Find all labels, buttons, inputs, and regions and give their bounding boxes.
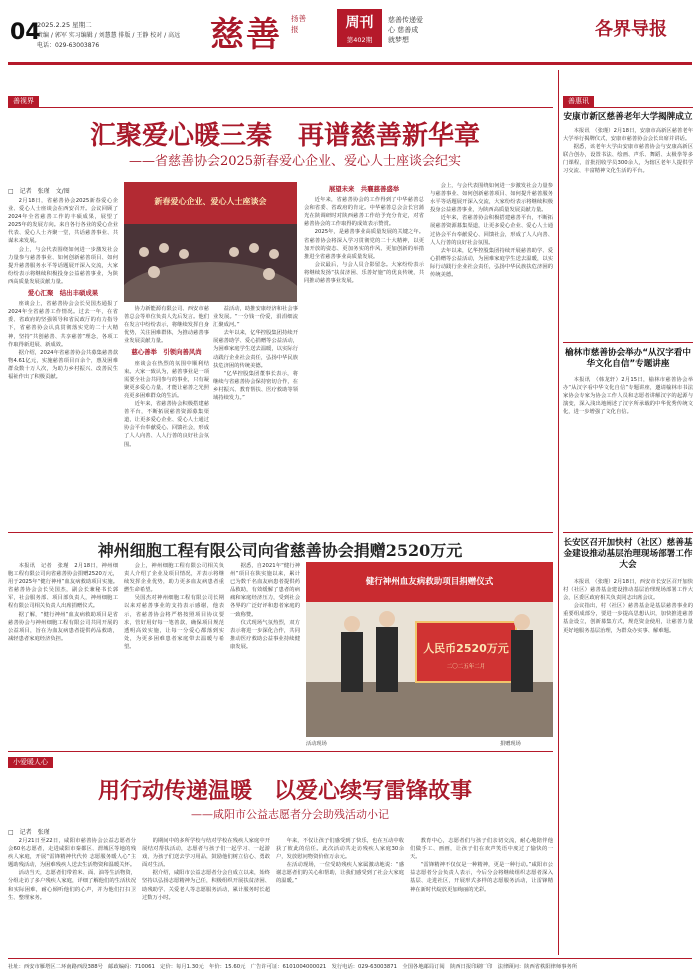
section-heading: 展望未来 共襄慈善盛举 (328, 185, 400, 193)
logo-subtitle: 扬善报 (291, 14, 306, 34)
paragraph: 会上，神州细胞工程有限公司相关负责人介绍了企业及项目情况，并表示将继续发挥企业优势，助力更多血友病患者重燃生命希望。 (124, 563, 224, 594)
paragraph: 2025年，是慈善事业高质量发展的关键之年。省慈善协会将深入学习贯彻党的二十大精神，以更加开放的姿态、更加务实的作风、更加创新的举措推进全省慈善事业高质量发展。 (304, 229, 424, 260)
donation-column-2 (124, 562, 224, 747)
issue-date: 2025.2.25 星期二 (37, 21, 92, 29)
divider (8, 751, 553, 752)
paragraph: 年来，不仅让孩子们感受到了快乐，也在互动中收获了彼此的信任。此次活动共走访残疾人家庭30余户，发放慰问物资价值万余元。 (276, 838, 404, 861)
lead-column-3 (213, 305, 298, 550)
bottom-column-2 (142, 837, 270, 955)
donation-column-3 (230, 562, 300, 747)
bottom-column-1 (8, 837, 136, 955)
top-rule (8, 62, 692, 65)
lead-column-4 (304, 182, 424, 512)
masthead (0, 0, 700, 62)
photo-caption: 活动现场 (306, 741, 327, 747)
paragraph: 2月18日，省慈善协会2025新春爱心企业、爱心人士座谈会在西安召开。会议回顾了2024年全省慈善工作的丰硕成果，展望了2025年的发展方向。来自各行各业的爱心企业代表、爱心人士齐聚一堂，共话慈善事业、共谋未来发展。 (8, 198, 118, 245)
newspaper-logo: 慈善 (210, 15, 282, 55)
paragraph: 仪式现场气氛热烈，双方表示将进一步深化合作，共同推动医疗救助公益事业持续健康发展。 (230, 619, 300, 650)
divider (563, 107, 693, 108)
section-tag-left: 善视界 (8, 96, 39, 107)
paragraph: 会上，与会代表围绕如何进一步激发社会力量参与慈善事业、如何创新慈善项目、如何提升慈善服务水平等话题展开深入交流，大家纷纷表示将继续积极投身公益慈善事业，为陕西高质量发展贡献力量。 (8, 246, 118, 285)
paragraph: 会议指出，村（社区）慈善基金是基层慈善事业的重要组成部分，要进一步提高思想认识，加快推进慈善基金设立，创新募集方式，规范资金使用，让慈善力量更好地服务基层治理，为群众办实事、解难题。 (563, 603, 693, 634)
paragraph: 在活动现场，一位受助残疾人家属激动地说：“感谢志愿者们的关心和帮助，让我们感受到了社会大家庭的温暖。” (276, 862, 404, 885)
donation-title: 神州细胞工程有限公司向省慈善协会捐赠2520万元 (97, 541, 463, 560)
weekly-label: 周刊 (345, 15, 374, 31)
slogan: 慈善传递爱心 慈善成就梦想 (388, 16, 423, 44)
lead-subtitle: ——省慈善协会2025新春爱心企业、爱心人士座谈会纪实 (128, 154, 462, 169)
divider (8, 107, 553, 108)
paragraph: 去年以来，亿华控股集团持续开展慈善助学、爱心捐赠等公益活动，为困难家庭学生送去温暖，以实际行动践行企业社会责任，弘扬中华民族扶危济困的传统美德。 (430, 247, 553, 279)
bottom-column-4 (410, 837, 553, 955)
section-tag-sidebar: 善惠讯 (563, 96, 594, 107)
donation-column-1 (8, 562, 118, 747)
paragraph: 据了解，“健行神州”血友病救助项目是省慈善协会与神州细胞工程有限公司共同开展的公益项目，旨在为血友病患者提供药品救助，减轻患者家庭经济负担。 (8, 611, 118, 642)
lead-photo (124, 182, 297, 302)
paragraph: 座谈会在热烈的氛围中顺利结束。大家一致认为，慈善事业是一项需要全社会共同参与的事业，只有凝聚更多爱心力量，才能让慈善之光照亮更多困难群众的生活。 (124, 360, 209, 399)
photo-banner: 健行神州血友病救助项目捐赠仪式 (365, 577, 494, 587)
paragraph: 去年以来，亿华控股集团持续开展慈善助学、爱心捐赠等公益活动，为困难家庭学生送去温暖，以实际行动践行企业社会责任，弘扬中华民族扶危济困的传统美德。 (213, 330, 298, 369)
paragraph: 的期间中的多所学校与结对学校在残疾人家庭中开展结对帮扶活动，志愿者与孩子们一起学习、一起游戏，为孩子们送去学习用品，鼓励他们树立信心、勇敢面对生活。 (142, 838, 270, 869)
paragraph: 2月21日至22日，咸阳市慈善协会公益志愿者分会60名志愿者，走进咸阳市秦都区、渭城区等地的残疾人家庭，开展“雷锋精神代代传 志愿服务暖人心”主题助残活动，为困难残疾人送去生活物资和温暖关怀。 (8, 838, 136, 869)
paragraph: 近年来，省慈善协会的工作得到了中华慈善总会和省委、省政府的肯定。中华慈善总会会长宫蒲光在陕调研时对陕西慈善工作给予充分肯定，对省慈善协会的工作取得的成效表示赞赏。 (304, 197, 424, 228)
paragraph: 吴国杰对神州细胞工程有限公司长期以来对慈善事业的支持表示感谢，他表示，省慈善协会将严格按照项目协议要求，管好用好每一笔善款，确保项目规范透明高效实施，让每一分爱心都落到实处，为更多困难患者家庭带去温暖与希望。 (124, 595, 224, 650)
divider (563, 532, 693, 533)
bottom-title: 用行动传递温暖 以爱心续写雷锋故事 (97, 778, 472, 804)
lead-title: 汇聚爱心暖三秦 再谱慈善新华章 (89, 121, 480, 151)
sidebar-article-2 (563, 376, 693, 526)
paragraph: 本报讯 （张瑾）2月18日，西安市长安区召开加快村（社区）慈善基金建设推动基层治理现场部署工作大会，区委区政府相关负责同志出席会议。 (563, 579, 693, 602)
paragraph: 益活动，助推安康经济和社会事业发展。“一分钱一份爱，涓涓细流汇聚成河。” (213, 306, 298, 329)
paragraph: 活动当天，志愿者们带着米、面、油等生活物资，分组走访了多户残疾人家庭，详细了解他们的生活状况和实际困难，耐心倾听他们的心声，并为他们打扫卫生、整理家务。 (8, 870, 136, 901)
photo-banner: 新春爱心企业、爱心人士座谈会 (154, 197, 267, 206)
lead-byline: □ 记者 张瑾 文/图 (8, 188, 70, 195)
section-logo: 各界导报 (595, 19, 667, 40)
bottom-subtitle: ——咸阳市公益志愿者分会助残活动小记 (191, 808, 389, 821)
paragraph: 据介绍，咸阳市公益志愿者分会自成立以来，始终坚持以弘扬志愿精神为己任，积极组织开展扶贫济困、助残助学、关爱老人等志愿服务活动，累计服务时长超过数万小时。 (142, 870, 270, 901)
paragraph: 会议最后，与会人员合影留念。大家纷纷表示将继续发扬“扶贫济困、乐善好施”的优良传统，共同推动慈善事业发展。 (304, 261, 424, 285)
bottom-byline: □ 记者 张瑾 (8, 829, 50, 836)
donation-photo (306, 562, 553, 737)
paragraph: 协力新能源有限公司、西安市慈善总会等单位负责人先后发言。他们在发言中纷纷表示，将继续发挥自身优势，关注困难群体，为推动慈善事业发展贡献力量。 (124, 306, 209, 345)
lead-column-5 (430, 182, 553, 512)
paragraph: 教育中心，志愿者们与孩子们亲切交流，耐心地陪伴他们做手工、画画，让孩子们在欢声笑语中度过了愉快的一天。 (410, 838, 553, 861)
paragraph: 近年来，省慈善协会积极搭建慈善平台，不断拓展慈善资源募集渠道，让更多爱心企业、爱心人士通过协会平台奉献爱心、回馈社会，形成了人人向善、人人行善的良好社会氛围。 (124, 401, 209, 448)
photo-caption: 捐赠现场 (500, 741, 521, 747)
footer: 社址：西安市雁塔区二环南路西段388号 邮政编码：710061 定价：每月1.30元 年价：15.60元 广告许可证：6101004000021 发行电话：029-63003871 全国各地邮局订阅 陕西日报印刷厂印 法律顾问：陕西省秩阳律师事务所 (8, 958, 692, 970)
editorial-phone: 电话：029-63003876 (37, 42, 100, 49)
issue-number: 第402期 (346, 36, 373, 44)
editors-line: 责编 / 郭军 实习编辑 / 刘慧慧 排版 / 王静 校对 / 高远 (37, 32, 181, 39)
sidebar-title-1: 安康市新区慈善老年大学揭牌成立 (563, 112, 693, 122)
divider (563, 342, 693, 343)
cheque-amount: 人民币2520万元 (423, 642, 509, 655)
paragraph: 近年来，省慈善协会积极搭建慈善平台，不断拓展慈善资源募集渠道，让更多爱心企业、爱心人士通过协会平台奉献爱心、回馈社会，形成了人人向善、人人行善的良好社会氛围。 (430, 215, 553, 246)
paragraph: 据介绍，2024年省慈善协会共募集慈善款物4.61亿元，实施慈善项目百余个，惠及困难群众数十万人次，为助力乡村振兴、改善民生福祉作出了积极贡献。 (8, 349, 118, 380)
sidebar-title-3: 长安区召开加快村（社区）慈善基金建设推动基层治理现场部署工作大会 (563, 538, 693, 570)
paragraph: “雷锋精神不仅仅是一种精神，更是一种行动。”咸阳市公益志愿者分会负责人表示，今后分会将继续组织志愿者深入基层、走进社区，开展形式多样的志愿服务活动，让雷锋精神在新时代绽放更加绚丽的光彩。 (410, 862, 553, 893)
cheque-date: 二〇二五年二月 (446, 664, 486, 670)
paragraph: 会上，与会代表围绕如何进一步激发社会力量参与慈善事业、如何创新慈善项目、如何提升慈善服务水平等话题展开深入交流，大家纷纷表示将继续积极投身公益慈善事业，为陕西高质量发展贡献力量。 (430, 183, 553, 214)
sidebar-divider (558, 70, 559, 955)
paragraph: 本报讯 （韩龙轩）2月15日，榆林市慈善协会举办“从汉字看中华文化自信”专题讲座，邀请榆林市书法家协会专家为协会工作人员和志愿者讲解汉字的起源与演变，深入浅出地阐述了汉字所承载的中华优秀传统文化，进一步增强了文化自信。 (563, 377, 693, 416)
weekly-badge (337, 9, 382, 47)
paragraph: 座谈会上，省慈善协会会长吴国杰通报了2024年全省慈善工作情况。过去一年，在省委、省政府的坚强领导和省民政厅的有力指导下，省慈善协会认真贯彻落实党的二十大精神，坚持“共创慈善、共享慈善”理念，各项工作取得新进展、新成效。 (8, 301, 118, 348)
bottom-column-3 (276, 837, 404, 955)
lead-column-1 (8, 197, 118, 507)
page-number: 04 (10, 20, 41, 45)
paragraph: 据悉，自2021年“健行神州”项目在陕实施以来，累计已为数千名血友病患者提供药品救助，有效缓解了患者的病痛和家庭经济压力，受到社会各界的广泛好评和患者家庭的一致称赞。 (230, 563, 300, 618)
section-tag-bottom: 小爱暖人心 (8, 757, 53, 768)
sidebar-article-1 (563, 127, 693, 337)
lead-column-2 (124, 305, 209, 550)
sidebar-article-3 (563, 578, 693, 955)
paragraph: 本报讯 记者 张瑾 2月18日，神州细胞工程有限公司向省慈善协会捐赠2520万元，用于2025年“健行神州”血友病救助项目实施。省慈善协会会长吴国杰，副会长兼秘书长郭军，社会服务部、项目部负责人，神州细胞工程有限公司相关负责人出席捐赠仪式。 (8, 563, 118, 610)
section-heading: 慈心善举 引领向善风尚 (131, 348, 202, 357)
sidebar-title-2: 榆林市慈善协会举办“从汉字看中华文化自信”专题讲座 (565, 348, 691, 369)
paragraph: “亿华控股集团董事长表示，将继续与省慈善协会保持密切合作，在乡村振兴、教育帮扶、医疗救助等领域持续发力。” (213, 370, 298, 402)
paragraph: 本报讯 （张瑾）2月18日，安康市高新区慈善老年大学举行揭牌仪式，安康市慈善协会会长出席并讲话。 (563, 128, 693, 143)
section-heading: 爱心汇聚 结出丰硕成果 (27, 289, 99, 298)
divider (8, 532, 553, 533)
paragraph: 据悉，该老年大学由安康市慈善协会与安康高新区联合创办，设置书法、绘画、声乐、舞蹈、太极拳等多门课程，首批招收学员300余人，为辖区老年人提供学习交流、丰富精神文化生活的平台。 (563, 144, 693, 175)
